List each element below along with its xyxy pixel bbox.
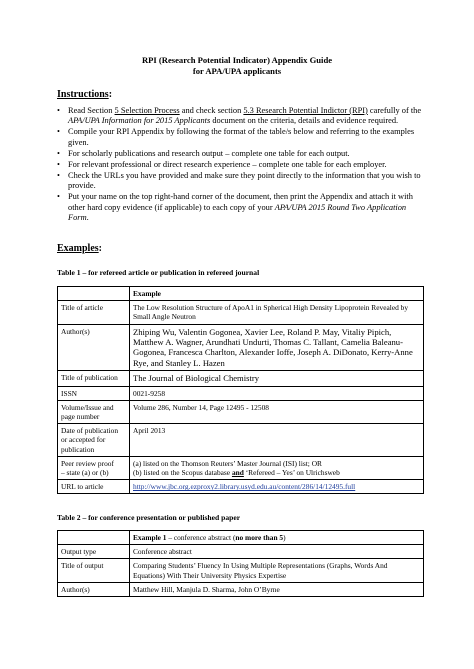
row-label: Title of publication [58,371,130,386]
row-value: April 2013 [130,424,424,457]
row-value: The Low Resolution Structure of ApoA1 in Spherical High Density Lipoprotein Revealed by Small Angle Neutron [130,301,424,324]
row-label: Title of article [58,301,130,324]
row-value: (a) listed on the Thomson Reuters’ Master Journal (ISI) list; OR (b) listed on the Scopus database and ‘Refereed – Yes’ on Ulrichsweb [130,456,424,479]
table-header: Example [130,287,424,301]
table-1-caption: Table 1 – for refereed article or publication in refereed journal [57,268,260,277]
instructions-heading: Instructions: [57,89,113,100]
row-label: Output type [58,545,130,559]
row-value: Volume 286, Number 14, Page 12495 - 12508 [130,400,424,423]
table-row [58,400,424,423]
table-row [58,287,424,301]
table-row [58,545,424,559]
instruction-item: • Read Section 5 Selection Process and check section 5.3 Research Potential Indictor (RPI) carefully of the APA/UPA Information for 2015 Applicants document on the criteria, details and evidence required. [57,106,427,127]
table-2 [57,530,424,597]
document-title: RPI (Research Potential Indicator) Appendix Guide [141,55,333,65]
section-5-link[interactable]: 5 Selection Process [114,106,180,115]
article-url-link[interactable]: http://www.jbc.org.ezproxy2.library.usyd.edu.au/content/286/14/12495.full [133,482,356,492]
row-value: Conference abstract [130,545,424,559]
row-label: Author(s) [58,582,130,596]
instruction-item: • Compile your RPI Appendix by following the format of the table/s below and referring to the examples given. [57,127,427,148]
row-value: The Journal of Biological Chemistry [130,371,424,386]
examples-heading: Examples: [57,243,103,254]
table-row [58,386,424,400]
table-row [58,582,424,596]
table-row [58,456,424,479]
instructions-list [57,106,427,224]
table-1 [57,286,424,494]
table-header: Example 1 – conference abstract (no more than 5) [130,531,424,545]
table-row [58,371,424,386]
table-row [58,424,424,457]
table-2-caption: Table 2 – for conference presentation or published paper [57,513,241,522]
row-label: ISSN [58,386,130,400]
instruction-item: • For relevant professional or direct research experience – complete one table for each employer. [57,160,427,170]
row-label: Peer review proof – state (a) or (b) [58,456,130,479]
section-5-3-link[interactable]: 5.3 Research Potential Indictor (RPI) [243,106,368,115]
table-row [58,531,424,545]
instruction-item: • Check the URLs you have provided and make sure they point directly to the information that you wish to provide. [57,171,427,192]
instruction-item: • For scholarly publications and research output – complete one table for each output. [57,149,427,159]
table-row [58,559,424,582]
table-row [58,324,424,371]
row-label: Title of output [58,559,130,582]
table-row [58,480,424,494]
row-value: Comparing Students’ Fluency In Using Multiple Representations (Graphs, Words And Equations) With Their University Physics Expertise [130,559,424,582]
row-label: Date of publication or accepted for publication [58,424,130,457]
table-row [58,301,424,324]
row-label: URL to article [58,480,130,494]
row-value: Zhiping Wu, Valentin Gogonea, Xavier Lee, Roland P. May, Vitaliy Pipich, Matthew A. Wagner, Arundhati Undurti, Thomas C. Tallant, Camelia Baleanu-Gogonea, Francesca Charlton, Alexander Ioffe, Joseph A. DiDonato, Kerry-Anne Rye, and Stanley L. Hazen [130,324,424,371]
row-value: 0021-9258 [130,386,424,400]
row-value: Matthew Hill, Manjula D. Sharma, John O’Byrne [130,582,424,596]
document-subtitle: for APA/UPA applicants [192,66,282,76]
row-label: Author(s) [58,324,130,371]
row-label: Volume/Issue and page number [58,400,130,423]
instruction-item: • Put your name on the top right-hand corner of the document, then print the Appendix and attach it with other hard copy evidence (if applicable) to each copy of your APA/UPA 2015 Round Two Application Form. [57,192,427,223]
